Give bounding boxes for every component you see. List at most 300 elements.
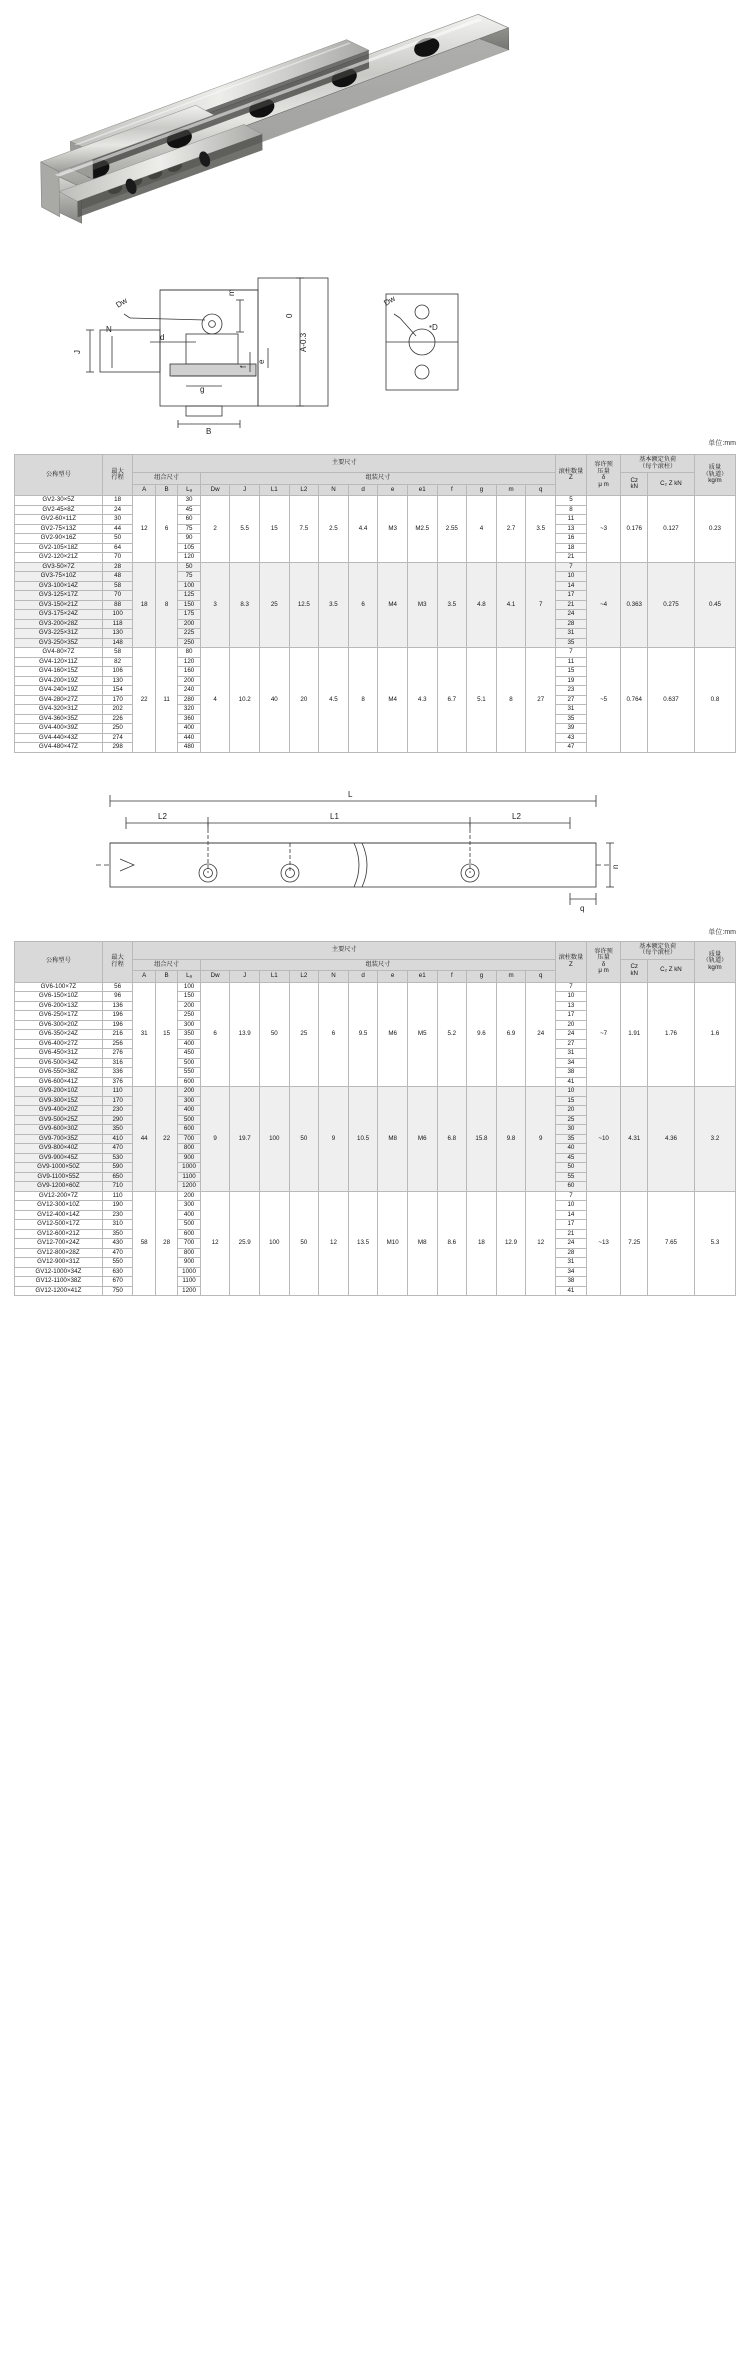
- cell-La: 1000: [178, 1163, 200, 1173]
- th-czkn: C₂ Z kN: [647, 473, 694, 496]
- cell-stroke: 350: [102, 1125, 133, 1135]
- th-sub-6: L2: [289, 971, 319, 983]
- table-row: [15, 1087, 736, 1097]
- cell-La: 125: [178, 591, 200, 601]
- cell-La: 900: [178, 1153, 200, 1163]
- cell-La: 400: [178, 1210, 200, 1220]
- label-f: f: [239, 365, 248, 368]
- th-mass: 质量 （轨道） kg/m: [694, 941, 735, 982]
- cell-czkn: 0.637: [647, 648, 694, 753]
- cell-Z: 8: [556, 505, 587, 515]
- cell-B: 11: [155, 648, 177, 753]
- cell-N: 3.5: [319, 562, 349, 648]
- cell-A: 44: [133, 1087, 155, 1192]
- cell-La: 350: [178, 1030, 200, 1040]
- cell-Z: 21: [556, 1229, 587, 1239]
- th-sub-12: g: [467, 484, 497, 496]
- cell-Z: 13: [556, 524, 587, 534]
- th-sub-1: B: [155, 484, 177, 496]
- cell-m: 8: [496, 648, 526, 753]
- cell-mass: 0.8: [694, 648, 735, 753]
- th-stroke: 最大 行程: [102, 941, 133, 982]
- spec-table-1-wrap: [0, 454, 750, 753]
- cell-stroke: 470: [102, 1248, 133, 1258]
- cell-La: 600: [178, 1125, 200, 1135]
- cell-Z: 43: [556, 733, 587, 743]
- cell-N: 6: [319, 982, 349, 1087]
- cell-stroke: 550: [102, 1258, 133, 1268]
- th-sub-14: q: [526, 484, 556, 496]
- cell-L2: 12.5: [289, 562, 319, 648]
- cell-La: 225: [178, 629, 200, 639]
- th-sub-7: N: [319, 484, 349, 496]
- cell-cz: 0.764: [621, 648, 648, 753]
- cell-f: 2.55: [437, 496, 467, 563]
- cell-J: 10.2: [230, 648, 260, 753]
- cell-L1: 100: [259, 1087, 289, 1192]
- cell-Z: 24: [556, 610, 587, 620]
- th-combo: 组合尺寸: [133, 473, 200, 485]
- cell-model: GV3-150×21Z: [15, 600, 103, 610]
- label-e: e: [257, 359, 266, 364]
- cell-stroke: 50: [102, 534, 133, 544]
- cell-q: 24: [526, 982, 556, 1087]
- th-roller-count: 滚柱数量 Z: [556, 941, 587, 982]
- cell-stroke: 202: [102, 705, 133, 715]
- cell-Z: 23: [556, 686, 587, 696]
- cell-B: 22: [155, 1087, 177, 1192]
- label-zero: 0: [285, 313, 294, 318]
- cell-q: 7: [526, 562, 556, 648]
- cell-La: 400: [178, 1106, 200, 1116]
- cell-Z: 14: [556, 581, 587, 591]
- cell-model: GV4-200×19Z: [15, 676, 103, 686]
- cell-La: 500: [178, 1220, 200, 1230]
- cell-Z: 28: [556, 1248, 587, 1258]
- th-sub-14: q: [526, 971, 556, 983]
- cell-czkn: 4.36: [647, 1087, 694, 1192]
- cell-B: 15: [155, 982, 177, 1087]
- th-sub-5: L1: [259, 484, 289, 496]
- label-J: J: [73, 350, 82, 354]
- th-sub-0: A: [133, 971, 155, 983]
- cell-stroke: 630: [102, 1267, 133, 1277]
- product-photo-block: [0, 0, 750, 250]
- cell-model: GV9-600×30Z: [15, 1125, 103, 1135]
- label-g: g: [200, 385, 205, 394]
- cell-J: 5.5: [230, 496, 260, 563]
- cell-Z: 31: [556, 1258, 587, 1268]
- th-sub-0: A: [133, 484, 155, 496]
- cell-J: 25.9: [230, 1191, 260, 1296]
- cell-e: M6: [378, 982, 408, 1087]
- cell-mass: 3.2: [694, 1087, 735, 1192]
- cell-La: 250: [178, 638, 200, 648]
- cell-model: GV12-500×17Z: [15, 1220, 103, 1230]
- cell-stroke: 64: [102, 543, 133, 553]
- cell-mass: 1.6: [694, 982, 735, 1087]
- cell-model: GV6-600×41Z: [15, 1077, 103, 1087]
- cell-stroke: 100: [102, 610, 133, 620]
- cell-e: M4: [378, 562, 408, 648]
- cell-cz: 4.31: [621, 1087, 648, 1192]
- cell-model: GV9-500×25Z: [15, 1115, 103, 1125]
- cell-stroke: 590: [102, 1163, 133, 1173]
- th-sub-2: Lₐ: [178, 484, 200, 496]
- cell-Z: 21: [556, 600, 587, 610]
- cell-L2: 50: [289, 1191, 319, 1296]
- cell-L2: 25: [289, 982, 319, 1087]
- cell-stroke: 148: [102, 638, 133, 648]
- cell-g: 18: [467, 1191, 497, 1296]
- cell-Dw: 9: [200, 1087, 230, 1192]
- cell-stroke: 310: [102, 1220, 133, 1230]
- cell-Z: 34: [556, 1058, 587, 1068]
- cell-model: GV9-300×15Z: [15, 1096, 103, 1106]
- cell-model: GV9-800×40Z: [15, 1144, 103, 1154]
- cell-stroke: 316: [102, 1058, 133, 1068]
- cell-Dw: 6: [200, 982, 230, 1087]
- cell-Dw: 3: [200, 562, 230, 648]
- cell-model: GV6-100×7Z: [15, 982, 103, 992]
- th-assembly: 组装尺寸: [200, 473, 555, 485]
- th-sub-4: J: [230, 484, 260, 496]
- cell-La: 1200: [178, 1286, 200, 1296]
- cell-cz: 7.25: [621, 1191, 648, 1296]
- cell-stroke: 130: [102, 629, 133, 639]
- cell-model: GV12-800×28Z: [15, 1248, 103, 1258]
- cell-Z: 35: [556, 714, 587, 724]
- cell-model: GV2-90×16Z: [15, 534, 103, 544]
- cell-N: 9: [319, 1087, 349, 1192]
- cell-La: 200: [178, 676, 200, 686]
- cell-model: GV2-75×13Z: [15, 524, 103, 534]
- cell-model: GV12-200×7Z: [15, 1191, 103, 1201]
- cell-La: 1000: [178, 1267, 200, 1277]
- th-preload: 容许预 压量 δ μ m: [586, 455, 621, 496]
- cell-model: GV6-300×20Z: [15, 1020, 103, 1030]
- cell-model: GV4-480×47Z: [15, 743, 103, 753]
- cell-Dw: 4: [200, 648, 230, 753]
- cell-Z: 35: [556, 638, 587, 648]
- cell-A: 22: [133, 648, 155, 753]
- cell-model: GV3-175×24Z: [15, 610, 103, 620]
- cell-J: 13.9: [230, 982, 260, 1087]
- cell-stroke: 48: [102, 572, 133, 582]
- cell-L1: 15: [259, 496, 289, 563]
- cell-preload: ~10: [586, 1087, 621, 1192]
- cell-A: 18: [133, 562, 155, 648]
- cell-preload: ~7: [586, 982, 621, 1087]
- cell-Z: 45: [556, 1153, 587, 1163]
- cell-model: GV12-900×31Z: [15, 1258, 103, 1268]
- cell-L1: 100: [259, 1191, 289, 1296]
- th-sub-7: N: [319, 971, 349, 983]
- cell-Z: 11: [556, 657, 587, 667]
- cell-e1: 4.3: [407, 648, 437, 753]
- cell-model: GV4-80×7Z: [15, 648, 103, 658]
- cell-A: 12: [133, 496, 155, 563]
- cell-stroke: 110: [102, 1191, 133, 1201]
- cell-stroke: 70: [102, 591, 133, 601]
- th-assembly: 组装尺寸: [200, 959, 555, 971]
- cell-La: 800: [178, 1248, 200, 1258]
- cell-e1: M5: [407, 982, 437, 1087]
- cell-g: 4: [467, 496, 497, 563]
- cell-Z: 7: [556, 982, 587, 992]
- cell-Z: 20: [556, 1020, 587, 1030]
- spec-table-1: [14, 454, 736, 753]
- cell-La: 45: [178, 505, 200, 515]
- label-D: D: [432, 323, 438, 332]
- table-row: [15, 562, 736, 572]
- cell-model: GV9-200×10Z: [15, 1087, 103, 1097]
- th-sub-4: J: [230, 971, 260, 983]
- cell-La: 1100: [178, 1277, 200, 1287]
- label-n: n: [611, 864, 620, 869]
- cell-La: 60: [178, 515, 200, 525]
- th-sub-11: f: [437, 971, 467, 983]
- spec-table-2: [14, 941, 736, 1297]
- table-row: [15, 648, 736, 658]
- th-load-rating: 基本额定负荷 （每个滚柱）: [621, 941, 694, 959]
- cell-Z: 25: [556, 1115, 587, 1125]
- label-m: m: [227, 289, 236, 296]
- cell-Z: 60: [556, 1182, 587, 1192]
- cell-model: GV12-1200×41Z: [15, 1286, 103, 1296]
- th-sub-3: Dw: [200, 484, 230, 496]
- cell-mass: 5.3: [694, 1191, 735, 1296]
- cell-Z: 7: [556, 1191, 587, 1201]
- cell-stroke: 410: [102, 1134, 133, 1144]
- cell-stroke: 226: [102, 714, 133, 724]
- cell-La: 160: [178, 667, 200, 677]
- cell-q: 9: [526, 1087, 556, 1192]
- cell-model: GV4-240×19Z: [15, 686, 103, 696]
- cell-stroke: 274: [102, 733, 133, 743]
- cell-model: GV6-250×17Z: [15, 1011, 103, 1021]
- cell-f: 5.2: [437, 982, 467, 1087]
- cell-d: 13.5: [348, 1191, 378, 1296]
- cell-La: 400: [178, 724, 200, 734]
- cell-La: 120: [178, 553, 200, 563]
- cell-czkn: 0.127: [647, 496, 694, 563]
- cell-Z: 14: [556, 1210, 587, 1220]
- th-sub-1: B: [155, 971, 177, 983]
- cell-stroke: 130: [102, 676, 133, 686]
- cell-stroke: 82: [102, 657, 133, 667]
- label-B: B: [206, 427, 212, 436]
- cell-m: 2.7: [496, 496, 526, 563]
- th-sub-9: e: [378, 971, 408, 983]
- cell-La: 800: [178, 1144, 200, 1154]
- th-sub-9: e: [378, 484, 408, 496]
- cell-La: 90: [178, 534, 200, 544]
- table-row: [15, 1191, 736, 1201]
- cell-Z: 24: [556, 1239, 587, 1249]
- table-row: [15, 496, 736, 506]
- cell-Z: 47: [556, 743, 587, 753]
- label-L1: L1: [330, 811, 339, 821]
- th-sub-8: d: [348, 484, 378, 496]
- cell-model: GV4-360×35Z: [15, 714, 103, 724]
- cell-L1: 40: [259, 648, 289, 753]
- cell-La: 700: [178, 1134, 200, 1144]
- cell-Z: 7: [556, 562, 587, 572]
- cell-stroke: 376: [102, 1077, 133, 1087]
- cell-L2: 7.5: [289, 496, 319, 563]
- cell-Z: 10: [556, 572, 587, 582]
- cell-Z: 16: [556, 534, 587, 544]
- cell-Z: 34: [556, 1267, 587, 1277]
- cell-q: 12: [526, 1191, 556, 1296]
- cell-model: GV4-440×43Z: [15, 733, 103, 743]
- cell-La: 250: [178, 1011, 200, 1021]
- cell-model: GV3-200×28Z: [15, 619, 103, 629]
- cell-stroke: 250: [102, 724, 133, 734]
- th-sub-5: L1: [259, 971, 289, 983]
- cell-La: 150: [178, 992, 200, 1002]
- cell-Z: 17: [556, 1220, 587, 1230]
- cell-stroke: 118: [102, 619, 133, 629]
- th-sub-13: m: [496, 484, 526, 496]
- cell-Z: 10: [556, 1087, 587, 1097]
- cell-La: 300: [178, 1096, 200, 1106]
- cell-Z: 27: [556, 1039, 587, 1049]
- cell-La: 700: [178, 1239, 200, 1249]
- cell-Z: 38: [556, 1068, 587, 1078]
- cell-Z: 15: [556, 667, 587, 677]
- th-sub-10: e1: [407, 484, 437, 496]
- cell-La: 200: [178, 1191, 200, 1201]
- cell-L2: 20: [289, 648, 319, 753]
- spec-table-2-wrap: [0, 941, 750, 1297]
- cell-stroke: 336: [102, 1068, 133, 1078]
- label-N: N: [106, 325, 112, 334]
- cell-model: GV6-400×27Z: [15, 1039, 103, 1049]
- th-sub-8: d: [348, 971, 378, 983]
- cell-stroke: 58: [102, 648, 133, 658]
- th-sub-11: f: [437, 484, 467, 496]
- cell-Z: 30: [556, 1125, 587, 1135]
- th-sub-13: m: [496, 971, 526, 983]
- cell-stroke: 88: [102, 600, 133, 610]
- cell-stroke: 110: [102, 1087, 133, 1097]
- cell-e: M4: [378, 648, 408, 753]
- cell-stroke: 298: [102, 743, 133, 753]
- cell-model: GV12-300×10Z: [15, 1201, 103, 1211]
- cell-stroke: 650: [102, 1172, 133, 1182]
- cell-La: 320: [178, 705, 200, 715]
- cell-stroke: 154: [102, 686, 133, 696]
- cell-Z: 15: [556, 1096, 587, 1106]
- cell-czkn: 7.65: [647, 1191, 694, 1296]
- cell-Z: 10: [556, 1201, 587, 1211]
- cell-model: GV6-500×34Z: [15, 1058, 103, 1068]
- cell-preload: ~3: [586, 496, 621, 563]
- cell-model: GV12-1000×34Z: [15, 1267, 103, 1277]
- cell-model: GV9-400×20Z: [15, 1106, 103, 1116]
- cell-model: GV3-100×14Z: [15, 581, 103, 591]
- cell-La: 600: [178, 1229, 200, 1239]
- unit-note-1: 单位:mm: [708, 440, 736, 447]
- label-L2-left: L2: [158, 811, 167, 821]
- cell-model: GV4-280×27Z: [15, 695, 103, 705]
- cell-e: M10: [378, 1191, 408, 1296]
- cell-model: GV3-50×7Z: [15, 562, 103, 572]
- cell-stroke: 430: [102, 1239, 133, 1249]
- cell-m: 6.9: [496, 982, 526, 1087]
- cell-stroke: 58: [102, 581, 133, 591]
- cell-Z: 19: [556, 676, 587, 686]
- cell-cz: 0.176: [621, 496, 648, 563]
- cell-Z: 18: [556, 543, 587, 553]
- cell-N: 2.5: [319, 496, 349, 563]
- cell-model: GV9-900×45Z: [15, 1153, 103, 1163]
- cell-La: 200: [178, 1001, 200, 1011]
- cell-L1: 50: [259, 982, 289, 1087]
- cell-stroke: 276: [102, 1049, 133, 1059]
- th-main-dims: 主要尺寸: [133, 455, 556, 473]
- cross-section-diagram: [0, 256, 750, 436]
- cell-Z: 17: [556, 1011, 587, 1021]
- linear-rail-photo: [16, 4, 520, 238]
- rail-length-diagram: [0, 775, 750, 925]
- cell-La: 105: [178, 543, 200, 553]
- cell-e: M8: [378, 1087, 408, 1192]
- cell-d: 4.4: [348, 496, 378, 563]
- cell-La: 30: [178, 496, 200, 506]
- cell-La: 50: [178, 562, 200, 572]
- cell-model: GV6-200×13Z: [15, 1001, 103, 1011]
- cell-model: GV3-75×10Z: [15, 572, 103, 582]
- cell-stroke: 136: [102, 1001, 133, 1011]
- cell-La: 600: [178, 1077, 200, 1087]
- cell-model: GV2-60×11Z: [15, 515, 103, 525]
- cell-model: GV2-45×8Z: [15, 505, 103, 515]
- cell-d: 10.5: [348, 1087, 378, 1192]
- cell-La: 400: [178, 1039, 200, 1049]
- cell-La: 450: [178, 1049, 200, 1059]
- th-cz: Cz kN: [621, 959, 648, 982]
- cell-preload: ~13: [586, 1191, 621, 1296]
- cell-La: 150: [178, 600, 200, 610]
- cell-La: 500: [178, 1058, 200, 1068]
- label-Dw-left: Dw: [114, 295, 129, 310]
- cell-N: 12: [319, 1191, 349, 1296]
- th-model: 公称型号: [15, 941, 103, 982]
- cell-stroke: 216: [102, 1030, 133, 1040]
- cell-f: 6.8: [437, 1087, 467, 1192]
- cell-stroke: 230: [102, 1210, 133, 1220]
- cell-g: 15.8: [467, 1087, 497, 1192]
- cell-model: GV6-550×38Z: [15, 1068, 103, 1078]
- cell-B: 8: [155, 562, 177, 648]
- cell-q: 27: [526, 648, 556, 753]
- cell-model: GV4-320×31Z: [15, 705, 103, 715]
- th-combo: 组合尺寸: [133, 959, 200, 971]
- cell-Z: 41: [556, 1286, 587, 1296]
- cell-La: 100: [178, 982, 200, 992]
- cell-stroke: 56: [102, 982, 133, 992]
- cell-La: 440: [178, 733, 200, 743]
- cell-La: 120: [178, 657, 200, 667]
- cell-model: GV12-700×24Z: [15, 1239, 103, 1249]
- cell-Dw: 2: [200, 496, 230, 563]
- cell-stroke: 350: [102, 1229, 133, 1239]
- cell-stroke: 70: [102, 553, 133, 563]
- unit-note-2: 单位:mm: [708, 928, 736, 936]
